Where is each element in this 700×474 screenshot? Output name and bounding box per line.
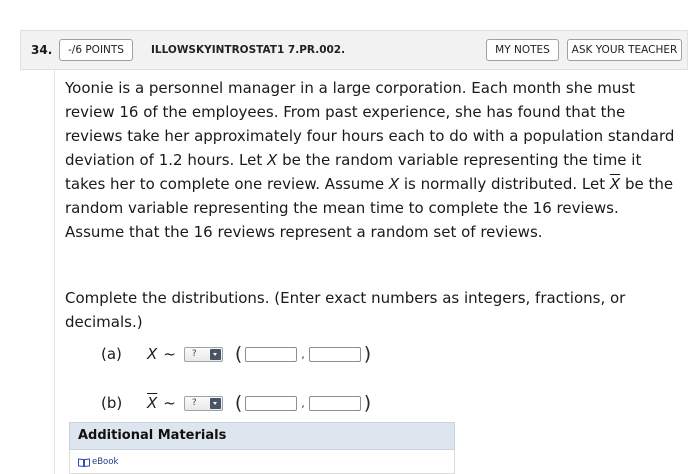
part-b-param1-input[interactable] — [245, 396, 297, 411]
part-a-row — [101, 342, 374, 366]
points-badge: -/6 POINTS — [59, 39, 133, 61]
ebook-link[interactable] — [78, 457, 118, 467]
tilde-symbol: ~ — [163, 345, 176, 363]
instructions-text: Complete the distributions. (Enter exact numbers as integers, fractions, or decimals.) — [65, 289, 626, 331]
book-icon — [78, 458, 90, 467]
ebook-label: eBook — [92, 457, 119, 467]
additional-materials-list — [69, 450, 455, 474]
part-b-row — [101, 391, 374, 415]
dropdown-arrow-icon — [210, 349, 221, 360]
comma: , — [301, 396, 305, 410]
question-header — [20, 30, 688, 70]
close-paren: ) — [363, 392, 372, 414]
part-a-variable: X — [147, 345, 158, 363]
dropdown-selected-value: ? — [191, 397, 197, 408]
open-paren: ( — [234, 392, 243, 414]
part-b-param2-input[interactable] — [309, 396, 361, 411]
tilde-symbol: ~ — [163, 394, 176, 412]
part-b-variable: $\overline{X}$ — [147, 394, 158, 412]
my-notes-button[interactable]: MY NOTES — [486, 39, 559, 61]
additional-materials-header — [69, 422, 455, 450]
part-b-label: (b) — [101, 394, 123, 412]
additional-materials-title: Additional Materials — [78, 428, 227, 443]
dropdown-selected-value: ? — [191, 348, 197, 359]
part-a-param2-input[interactable] — [309, 347, 361, 362]
question-text: Yoonie is a personnel manager in a large corporation. Each month she must review 16 of the employees. From past experience, she has found that the reviews take her approximately four hours each to do with a population standard deviation of 1.2 hours. Let X be the random variable representing the time it takes her to complete one review. Assume X is normally distributed. Let $\overline{X}$ be the random variable representing the mean time to complete the 16 reviews. Assume that the 16 reviews represent a random set of reviews. — [65, 79, 675, 241]
distribution-dropdown-b[interactable] — [184, 396, 223, 411]
distribution-dropdown-a[interactable] — [184, 347, 223, 362]
question-body — [54, 70, 688, 474]
close-paren: ) — [363, 343, 372, 365]
dropdown-arrow-icon — [210, 398, 221, 409]
ask-teacher-button[interactable]: ASK YOUR TEACHER — [567, 39, 682, 61]
part-a-label: (a) — [101, 345, 122, 363]
question-number: 34. — [31, 43, 53, 57]
comma: , — [301, 347, 305, 361]
question-id: ILLOWSKYINTROSTAT1 7.PR.002. — [151, 44, 346, 56]
open-paren: ( — [234, 343, 243, 365]
part-a-param1-input[interactable] — [245, 347, 297, 362]
